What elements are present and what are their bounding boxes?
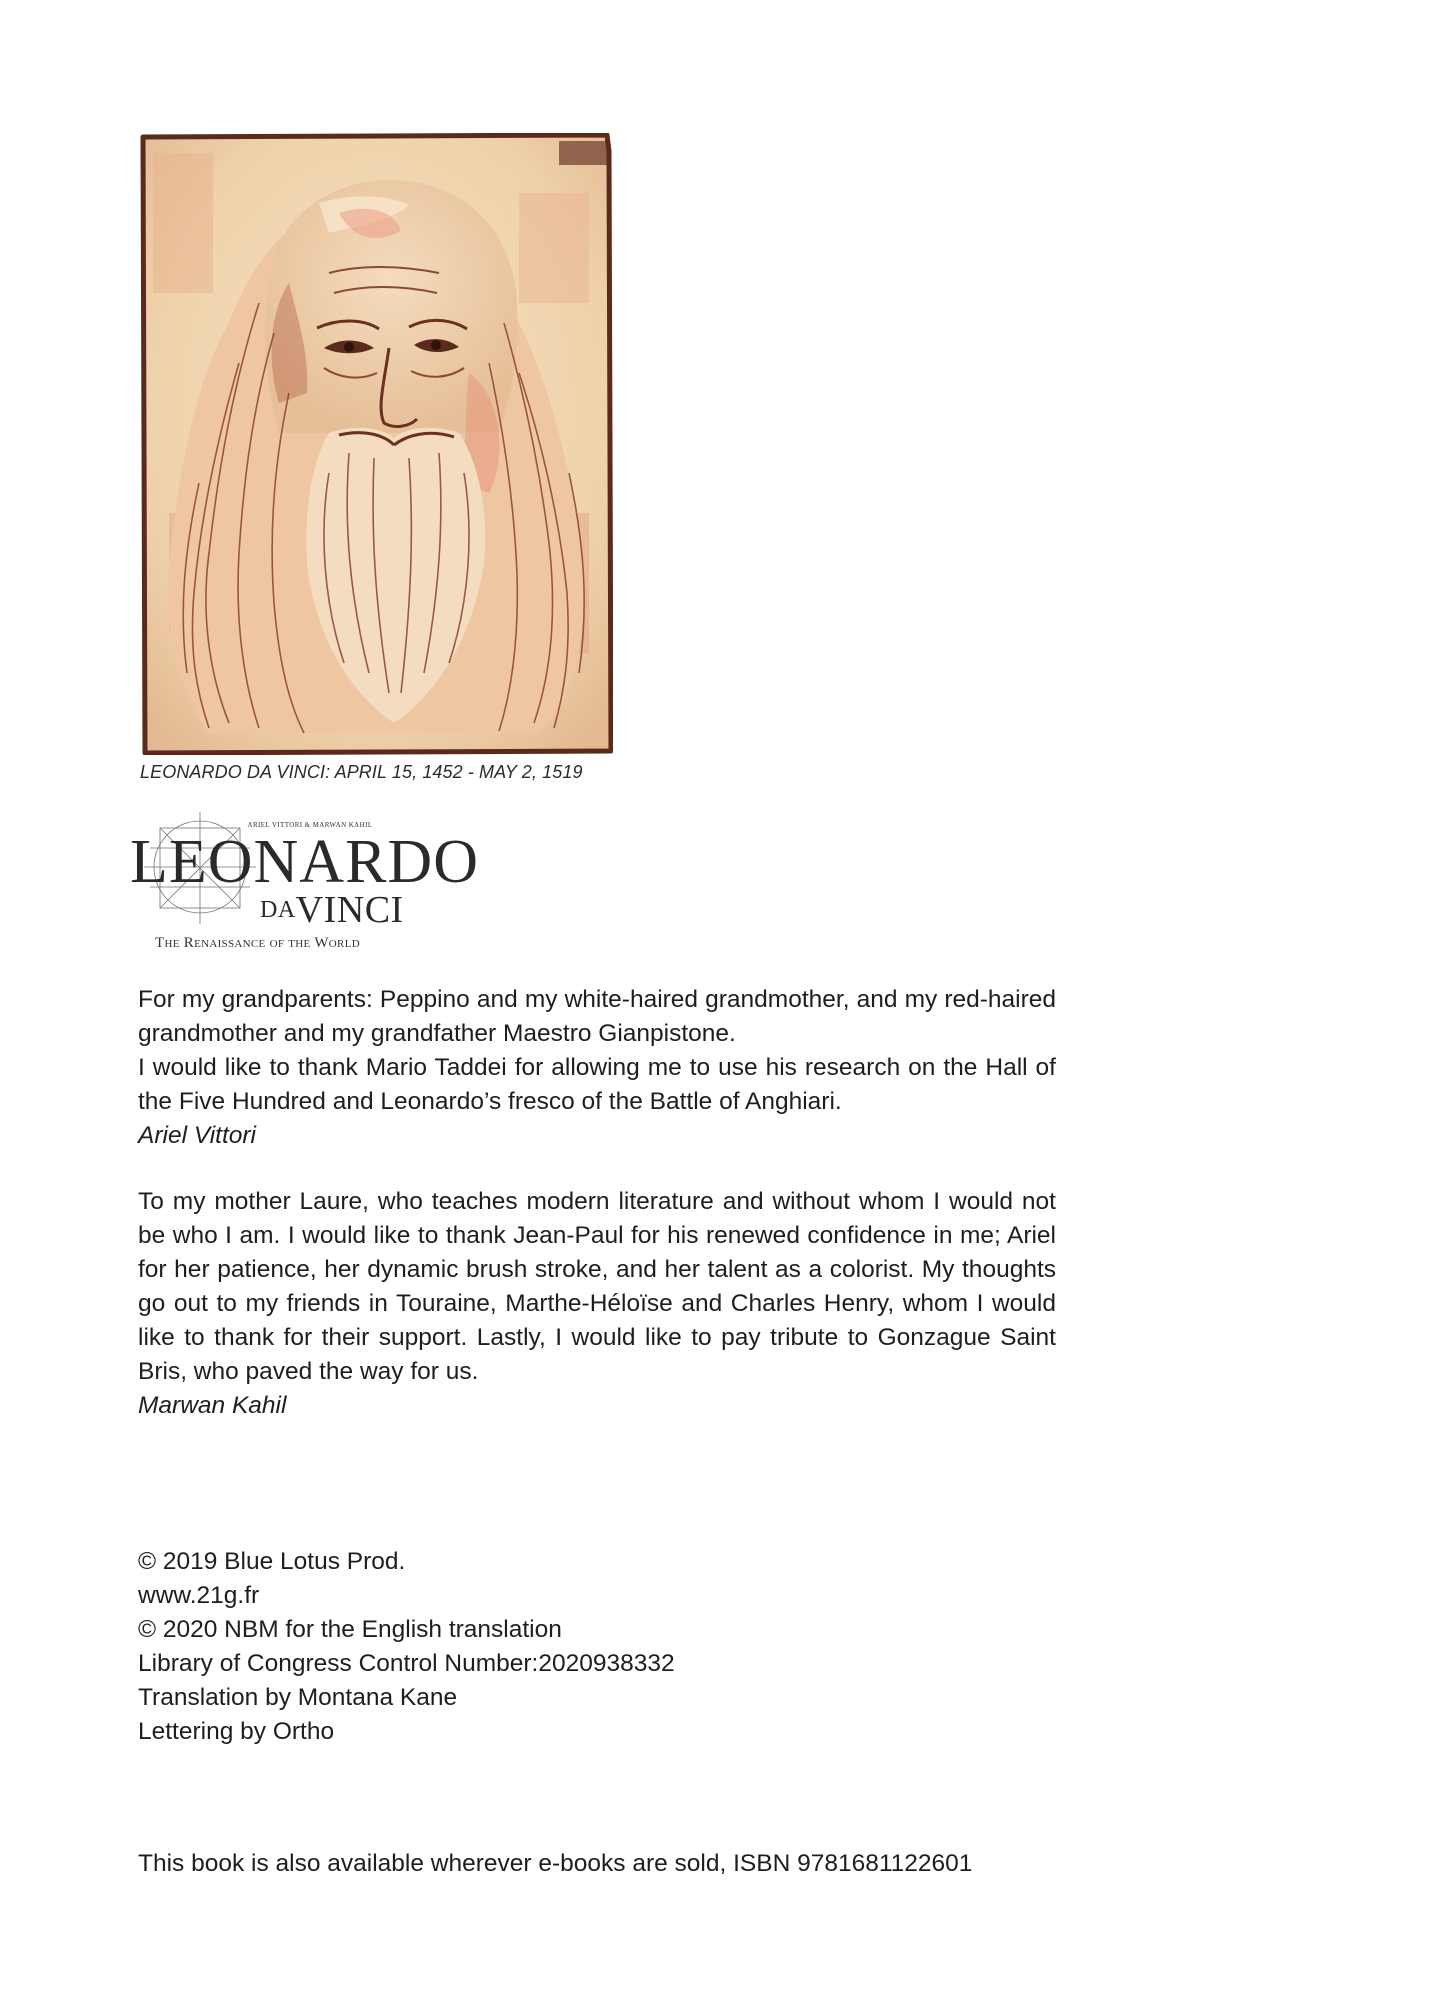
- logo-subtitle: [260, 890, 404, 930]
- portrait-illustration: [139, 133, 613, 755]
- copyright-line: Translation by Montana Kane: [138, 1684, 458, 1711]
- logo-subtitle-da: DA: [260, 897, 296, 923]
- dedication-ariel-line: For my grandparents: Peppino and my white-haired grandmother, and my red-haired grandmother and my grandfather Maestro Gianpistone.: [138, 986, 1056, 1047]
- portrait-caption: LEONARDO DA VINCI: APRIL 15, 1452 - MAY 2, 1519: [140, 762, 583, 782]
- ebook-availability: This book is also available wherever e-books are sold, ISBN 9781681122601: [138, 1850, 973, 1877]
- dedication-marwan: [138, 1185, 1056, 1423]
- leonardo-portrait-drawing: [139, 133, 613, 755]
- dedication-marwan-text: To my mother Laure, who teaches modern literature and without whom I would not be who I am. I would like to thank Jean-Paul for his renewed confidence in me; Ariel for her patience, her dynamic brush stroke, and her talent as a colorist. My thoughts go out to my friends in Touraine, Marthe-Héloïse and Charles Henry, whom I would like to thank for their support. Lastly, I would like to pay tribute to Gonzague Saint Bris, who paved the way for us.: [138, 1188, 1056, 1385]
- dedication-ariel: [138, 983, 1056, 1153]
- logo-title: LEONARDO: [130, 828, 479, 896]
- logo-tagline: The Renaissance of the World: [155, 935, 360, 951]
- website-link[interactable]: www.21g.fr: [138, 1582, 260, 1609]
- copyright-line: Library of Congress Control Number:2020938332: [138, 1650, 675, 1677]
- copyright-line: © 2019 Blue Lotus Prod.: [138, 1548, 406, 1575]
- dedication-ariel-signature: Ariel Vittori: [138, 1122, 257, 1149]
- copyright-line: © 2020 NBM for the English translation: [138, 1616, 562, 1643]
- copyright-info: [138, 1545, 1038, 1749]
- series-logo: [130, 812, 490, 962]
- logo-credit: ARIEL VITTORI & MARWAN KAHIL: [247, 821, 373, 829]
- copyright-line: Lettering by Ortho: [138, 1718, 335, 1745]
- logo-subtitle-vinci: VINCI: [295, 889, 404, 931]
- dedication-ariel-line: I would like to thank Mario Taddei for allowing me to use his research on the Hall of the Five Hundred and Leonardo’s fresco of the Battle of Anghiari.: [138, 1054, 1056, 1115]
- dedication-marwan-signature: Marwan Kahil: [138, 1392, 287, 1419]
